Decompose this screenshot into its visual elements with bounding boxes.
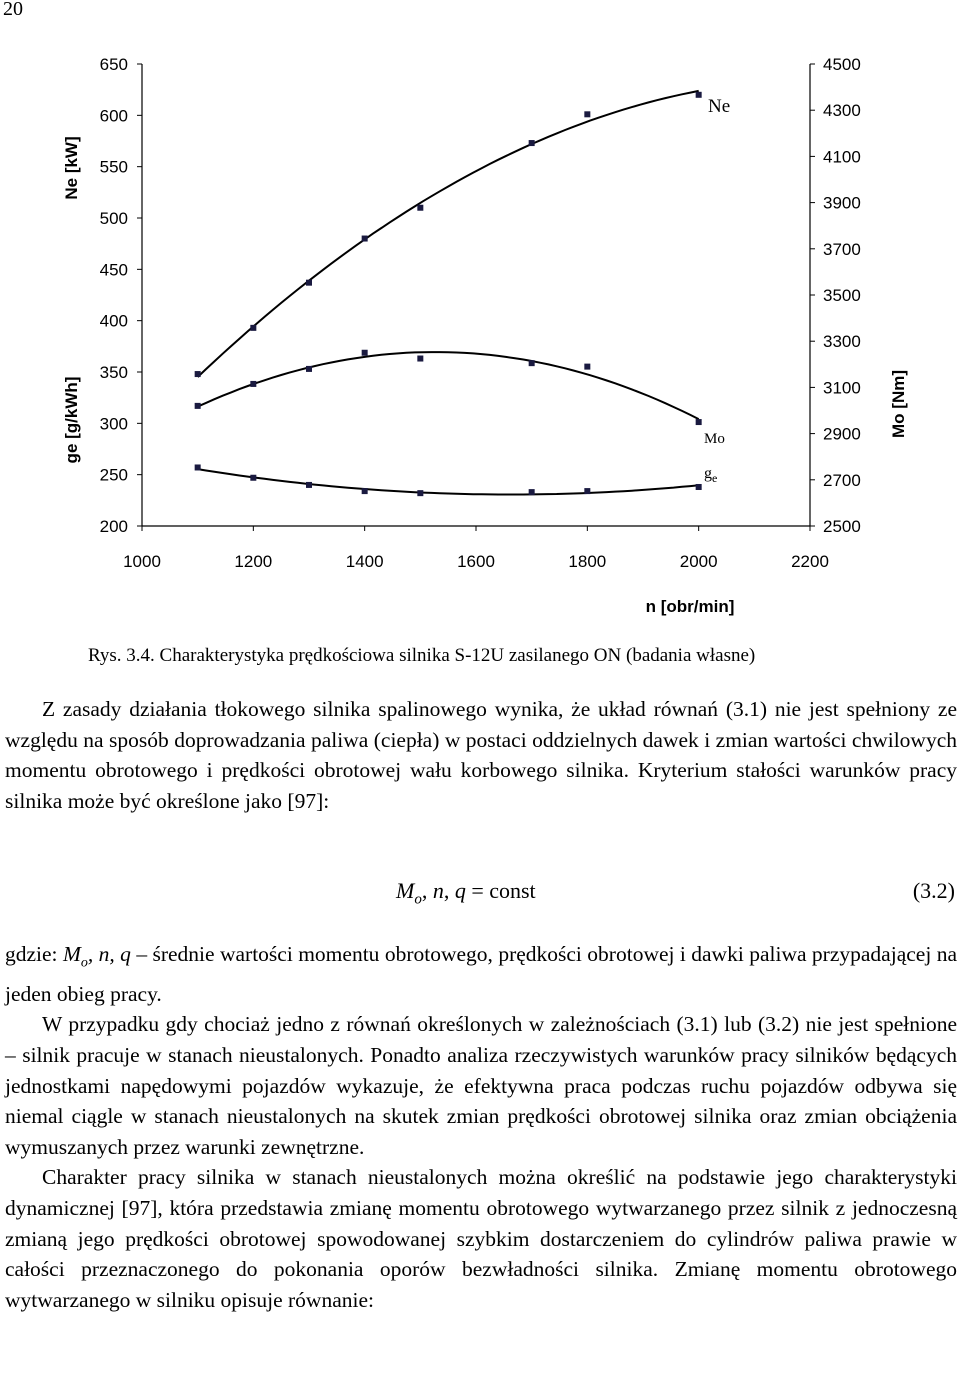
x-tick-label: 2200: [791, 552, 829, 571]
left-tick-label: 500: [99, 209, 128, 228]
data-point-ge: [195, 464, 201, 470]
right-tick-label: 2900: [823, 424, 861, 444]
left-tick-label: 450: [99, 260, 128, 280]
left-tick-label: 400: [99, 311, 128, 331]
data-point-ne: [306, 280, 312, 286]
equation-number: (3.2): [912, 878, 955, 903]
x-tick-label: 1200: [234, 552, 273, 571]
right-tick-label: 2700: [823, 470, 861, 490]
series-line-ge: [198, 469, 699, 494]
data-point-ne: [584, 111, 590, 117]
data-point-ge: [362, 488, 368, 494]
x-tick-label: 1000: [123, 552, 161, 571]
x-tick-label: 2000: [679, 552, 718, 571]
right-tick-label: 3300: [823, 332, 861, 352]
left-tick-label: 300: [99, 414, 128, 434]
right-tick-label: 3700: [823, 239, 861, 259]
data-point-ne: [195, 371, 201, 377]
mo-axis-label: Mo [Nm]: [889, 370, 908, 438]
right-tick-label: 4300: [823, 101, 861, 121]
data-point-mo: [696, 419, 702, 425]
x-tick-label: 1400: [345, 552, 384, 571]
x-tick-label: 1800: [568, 552, 607, 571]
data-point-ne: [250, 325, 256, 331]
data-point-ne: [696, 92, 702, 98]
equation-3-2: [0, 878, 960, 912]
data-point-ge: [696, 484, 702, 490]
series-label-mo: Mo: [704, 431, 725, 447]
figure-caption: Rys. 3.4. Charakterystyka prędkościowa silnika S-12U zasilanego ON (badania własne): [88, 645, 756, 666]
right-tick-label: 3500: [823, 286, 861, 305]
data-point-mo: [306, 366, 312, 372]
data-point-mo: [362, 350, 368, 356]
x-axis-ticks: [123, 526, 829, 571]
left-tick-label: 650: [99, 55, 128, 74]
engine-speed-characteristic-chart: [0, 0, 960, 640]
paragraph-4: Charakter pracy silnika w stanach nieustalonych można określić na podstawie jego charakterystyki dynamicznej [97], która przedstawia zmianę momentu obrotowego wytwarzanego przez silnik z jednoczesną zmianą jego prędkości obrotowej spowodowanej szybkim dostarczeniem do cylindrów paliwa prawie w całości przeznaczonego do pokonania oporów bezwładności silnika. Zmianę momentu obrotowego wytwarzanego w silniku opisuje równanie:: [5, 1165, 957, 1312]
page-number: 20: [3, 0, 23, 20]
series-line-ne: [198, 91, 699, 377]
equation-expression: $M_o$, n, q = const: [396, 878, 536, 908]
data-point-ne: [362, 236, 368, 242]
data-point-mo: [195, 403, 201, 409]
data-point-ge: [250, 475, 256, 481]
series-label-ne: Ne: [708, 96, 731, 117]
right-tick-label: 3900: [823, 193, 861, 213]
left-tick-label: 600: [99, 106, 128, 126]
series-line-mo: [198, 352, 699, 419]
right-tick-label: 4100: [823, 147, 861, 167]
left-axis-ticks: [100, 55, 142, 536]
paragraph-3: W przypadku gdy chociaż jedno z równań określonych w zależnościach (3.1) lub (3.2) nie jest spełnione – silnik pracuje w stanach nieustalonych. Ponadto analiza rzeczywistych warunków pracy silników będących jednostkami napędowymi pojazdów wykazuje, że efektywna praca podczas ruchu pojazdów odbywa się niemal ciągle w stanach nieustalonych na skutek zmian prędkości obrotowej silnika oraz zmian obciążenia wymuszanych przez warunki zewnętrzne.: [5, 1012, 957, 1159]
data-point-ge: [417, 490, 423, 496]
x-tick-label: 1600: [457, 552, 495, 571]
data-point-mo: [417, 356, 423, 362]
data-point-ge: [306, 482, 312, 488]
ne-axis-label: Ne [kW]: [62, 136, 81, 200]
chart-series: [195, 91, 702, 496]
data-point-ge: [584, 488, 590, 494]
data-point-ge: [529, 489, 535, 495]
paragraph-1: Z zasady działania tłokowego silnika spalinowego wynika, że układ równań (3.1) nie jest spełniony ze względu na sposób doprowadzania paliwa (ciepła) w postaci oddzielnych dawek i zmian wartości chwilowych momentu obrotowego i prędkości obrotowej wału korbowego silnika. Kryterium stałości warunków pracy silnika może być określone jako [97]:: [5, 697, 957, 813]
paragraph-block-2: [5, 939, 957, 1315]
paragraph-2: gdzie: $M_o$, n, q – średnie wartości momentu obrotowego, prędkości obrotowej i dawki paliwa przypadającej na jeden obieg pracy.: [5, 942, 957, 1006]
chart-axes: [142, 64, 810, 526]
right-axis-ticks: [810, 55, 861, 536]
data-point-ne: [529, 140, 535, 146]
x-axis-label: n [obr/min]: [645, 597, 735, 616]
ge-axis-label: ge [g/kWh]: [62, 376, 81, 464]
paragraph-block-1: [5, 694, 957, 816]
right-tick-label: 3100: [823, 378, 861, 398]
right-tick-label: 4500: [823, 55, 861, 74]
left-tick-label: 250: [99, 465, 128, 485]
left-tick-label: 350: [99, 363, 128, 382]
data-point-mo: [584, 364, 590, 370]
left-tick-label: 550: [99, 157, 128, 177]
data-point-mo: [529, 360, 535, 366]
series-label-ge: $g_e$: [704, 465, 718, 485]
right-tick-label: 2500: [823, 517, 861, 536]
left-tick-label: 200: [99, 517, 128, 536]
data-point-ne: [417, 205, 423, 211]
data-point-mo: [250, 381, 256, 387]
